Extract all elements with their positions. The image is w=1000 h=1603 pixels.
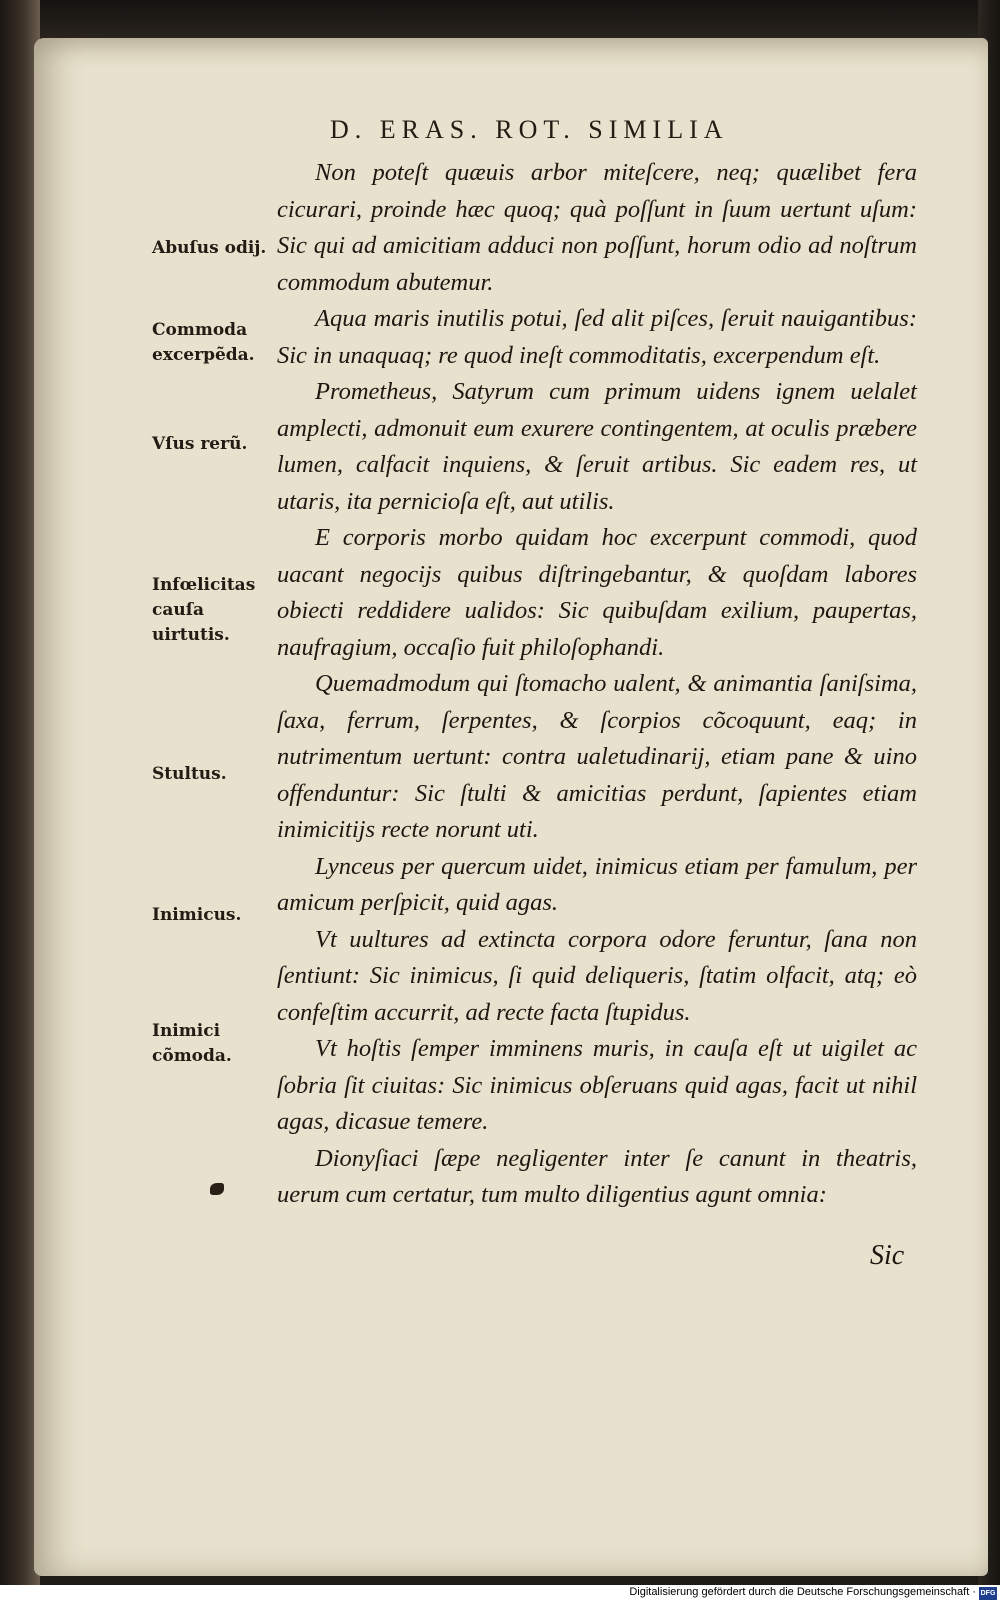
paragraph-8: Vt hoſtis ſemper imminens muris, in cauſa eſt ut uigilet ac ſobria ſit ciuitas: Sic inimicus obſeruans quid agas, facit ut nihil agas, dicasue temere.	[277, 1035, 917, 1135]
dfg-logo: DFG	[979, 1587, 997, 1600]
catchword: Sic	[870, 1240, 905, 1271]
paragraph-7: Vt uultures ad extincta corpora odore feruntur, ſana non ſentiunt: Sic inimicus, ſi quid deliqueris, ſtatim olfacit, atq; eò confeſtim accurrit, ad recte facta ſtupidus.	[277, 925, 917, 1026]
paragraph-1: Non poteſt quæuis arbor mitеſcere, neq; quælibet fera cicurari, proinde hæc quoq; quà poſſunt in ſuum uertunt uſum: Sic qui ad amicitiam adduci non poſſunt, horum odio ad noſtrum commodum abutemur.	[277, 159, 917, 296]
margin-note-7: Inimici cõmoda.	[152, 1021, 232, 1066]
footer-bar	[0, 1585, 1000, 1603]
margin-note-1: Abuſus odij.	[152, 238, 267, 258]
manicule-icon	[210, 1183, 224, 1195]
paragraph-6: Lynceus per quercum uidet, inimicus etiam per famulum, per amicum perſpicit, quid agas.	[277, 852, 917, 916]
footer-credit: Digitalisierung gefördert durch die Deutsche Forschungsgemeinschaft ·	[629, 1586, 976, 1598]
main-text	[277, 155, 917, 1214]
margin-note-3: Vſus rerũ.	[152, 434, 248, 454]
paragraph-3: Prometheus, Satyrum cum primum uidens ignem uelalet amplecti, admonuit eum exurere contingentem, at oculis præbere lumen, calfacit inquiens, & ſeruit artibus. Sic eadem res, ut utaris, ita pernicioſa eſt, aut utilis.	[277, 378, 917, 515]
running-head: D. ERAS. ROT. SIMILIA	[330, 115, 729, 144]
paragraph-4: E corporis morbo quidam hoc excerpunt commodi, quod uacant negocijs quibus diſtringebantur, & quoſdam labores obiecti reddidere ualidos: Sic quibuſdam exilium, paupertas, naufragium, occaſio fuit philoſophandi.	[277, 524, 917, 661]
margin-note-2: Commoda excerpẽda.	[152, 320, 255, 365]
margin-note-5: Stultus.	[152, 764, 227, 784]
margin-note-4: Infœlicitas cauſa uirtutis.	[152, 575, 256, 645]
paragraph-9: Dionyſiaci ſæpe negligenter inter ſe canunt in theatris, uerum cum certatur, tum multo diligentius agunt omnia:	[277, 1144, 917, 1208]
margin-note-6: Inimicus.	[152, 905, 242, 925]
paragraph-2: Aqua maris inutilis potui, ſed alit piſces, ſeruit nauigantibus: Sic in unaquaq; re quod ineſt commoditatis, excerpendum eſt.	[277, 305, 917, 369]
paragraph-5: Quemadmodum qui ſtomacho ualent, & animantia ſaniſsima, ſaxa, ferrum, ſerpentes, & ſcorpios cõcoquunt, eaq; in nutrimentum uertunt: contra ualetudinarij, etiam pane & uino offenduntur: Sic ſtulti & amicitias perdunt, ſapientes etiam inimicitijs recte norunt uti.	[277, 670, 917, 843]
